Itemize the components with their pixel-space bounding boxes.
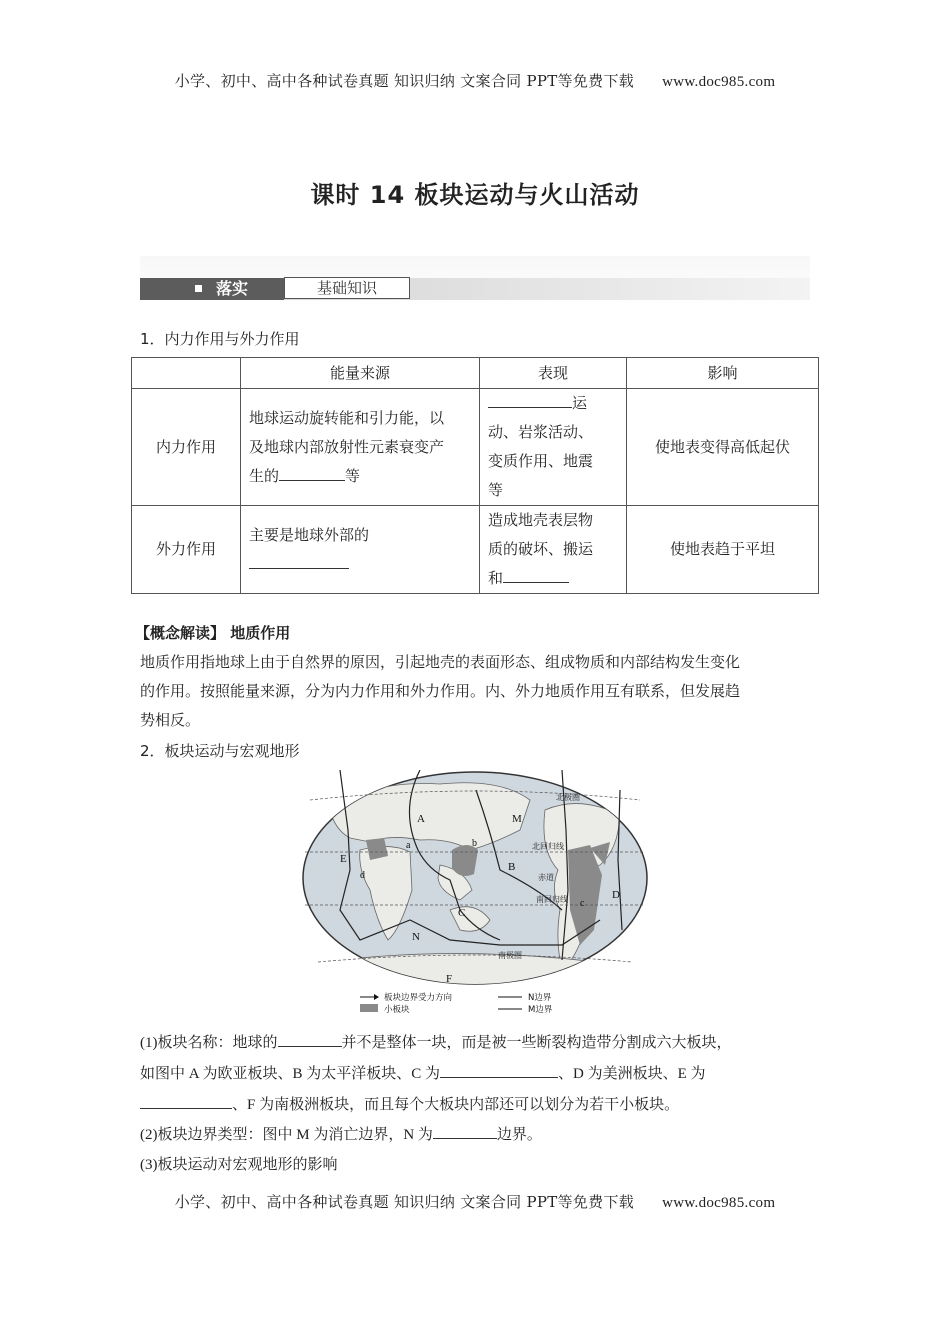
banner-tab-sub: 基础知识 — [284, 277, 410, 299]
row-show: 造成地壳表层物 质的破坏、搬运 和 — [480, 506, 627, 594]
answer-blank[interactable] — [278, 1032, 342, 1047]
map-label: B — [508, 861, 516, 873]
lat-label: 赤道 — [538, 873, 554, 882]
lat-label: 南极圈 — [498, 951, 522, 960]
row-effect: 使地表变得高低起伏 — [627, 389, 819, 506]
map-label: d — [360, 870, 365, 881]
section-1-heading: 1．内力作用与外力作用 — [140, 330, 300, 348]
table-row — [132, 389, 819, 506]
map-label: N — [412, 931, 420, 943]
header-text: 小学、初中、高中各种试卷真题 知识归纳 文案合同 PPT等免费下载 — [174, 72, 635, 90]
map-label: C — [458, 907, 466, 919]
section-banner — [140, 256, 810, 306]
table-header — [132, 358, 241, 389]
row-name: 内力作用 — [132, 389, 241, 506]
lat-label: 北极圈 — [556, 793, 580, 802]
header-site[interactable]: www.doc985.com — [662, 74, 776, 90]
answer-blank[interactable] — [440, 1063, 558, 1078]
row-name: 外力作用 — [132, 506, 241, 594]
map-label: M — [512, 813, 522, 825]
section-2-heading: 2．板块运动与宏观地形 — [140, 742, 300, 760]
legend-m: M边界 — [528, 1005, 553, 1015]
concept-heading: 【概念解读】 地质作用 — [135, 624, 291, 642]
answer-blank[interactable] — [503, 568, 569, 583]
lesson-title: 课时 14 板块运动与火山活动 — [310, 181, 640, 209]
small-plate — [452, 845, 478, 876]
question-1: (1)板块名称：地球的 并不是整体一块，而是被一些断裂构造带分割成六大板块， 如图中 A 为欧亚板块、B 为太平洋板块、C 为 、D 为美洲板块、E 为 、F 为南极洲板块，而且每个大板块内部还可以划分为若干小板块。 — [140, 1028, 820, 1121]
table-row — [132, 506, 819, 594]
answer-blank[interactable] — [488, 393, 572, 408]
legend-small-plate — [360, 1004, 378, 1012]
map-label: b — [472, 838, 477, 849]
footer-site[interactable]: www.doc985.com — [662, 1195, 776, 1211]
question-3: (3)板块运动对宏观地形的影响 — [140, 1157, 338, 1173]
lat-label: 北回归线 — [532, 842, 564, 851]
row-effect: 使地表趋于平坦 — [627, 506, 819, 594]
table-header: 影响 — [627, 358, 819, 389]
plate-map — [300, 770, 650, 1015]
row-show: 运 动、岩浆活动、 变质作用、地震 等 — [480, 389, 627, 506]
legend-arrow: 板块边界受力方向 — [384, 993, 453, 1003]
concept-paragraph: 地质作用指地球上由于自然界的原因，引起地壳的表面形态、组成物质和内部结构发生变化 的作用。按照能量来源，分为内力作用和外力作用。内、外力地质作用互有联系，但发展趋 势相反。 — [140, 653, 741, 729]
answer-blank[interactable] — [249, 554, 349, 569]
table-header: 表现 — [480, 358, 627, 389]
legend-n: N边界 — [528, 993, 552, 1003]
map-label: F — [446, 973, 453, 985]
map-label: A — [417, 813, 425, 825]
forces-table — [131, 357, 819, 594]
legend-small: 小板块 — [384, 1005, 410, 1015]
answer-blank[interactable] — [140, 1094, 232, 1109]
page-footer — [0, 1191, 950, 1212]
table-header-row — [132, 358, 819, 389]
row-source: 地球运动旋转能和引力能，以 及地球内部放射性元素衰变产 生的 等 — [241, 389, 480, 506]
row-source: 主要是地球外部的 — [241, 506, 480, 594]
answer-blank[interactable] — [279, 466, 345, 481]
map-label: D — [612, 889, 620, 901]
map-label: a — [406, 840, 411, 851]
map-label: c — [580, 898, 585, 909]
banner-tab-main: 落实 — [140, 278, 284, 300]
table-header: 能量来源 — [241, 358, 480, 389]
question-2: (2)板块边界类型：图中 M 为消亡边界，N 为 边界。 — [140, 1120, 820, 1151]
page-header — [0, 70, 950, 91]
lat-label: 南回归线 — [536, 895, 568, 904]
footer-text: 小学、初中、高中各种试卷真题 知识归纳 文案合同 PPT等免费下载 — [174, 1193, 635, 1211]
answer-blank[interactable] — [433, 1124, 497, 1139]
map-label: E — [340, 853, 347, 865]
